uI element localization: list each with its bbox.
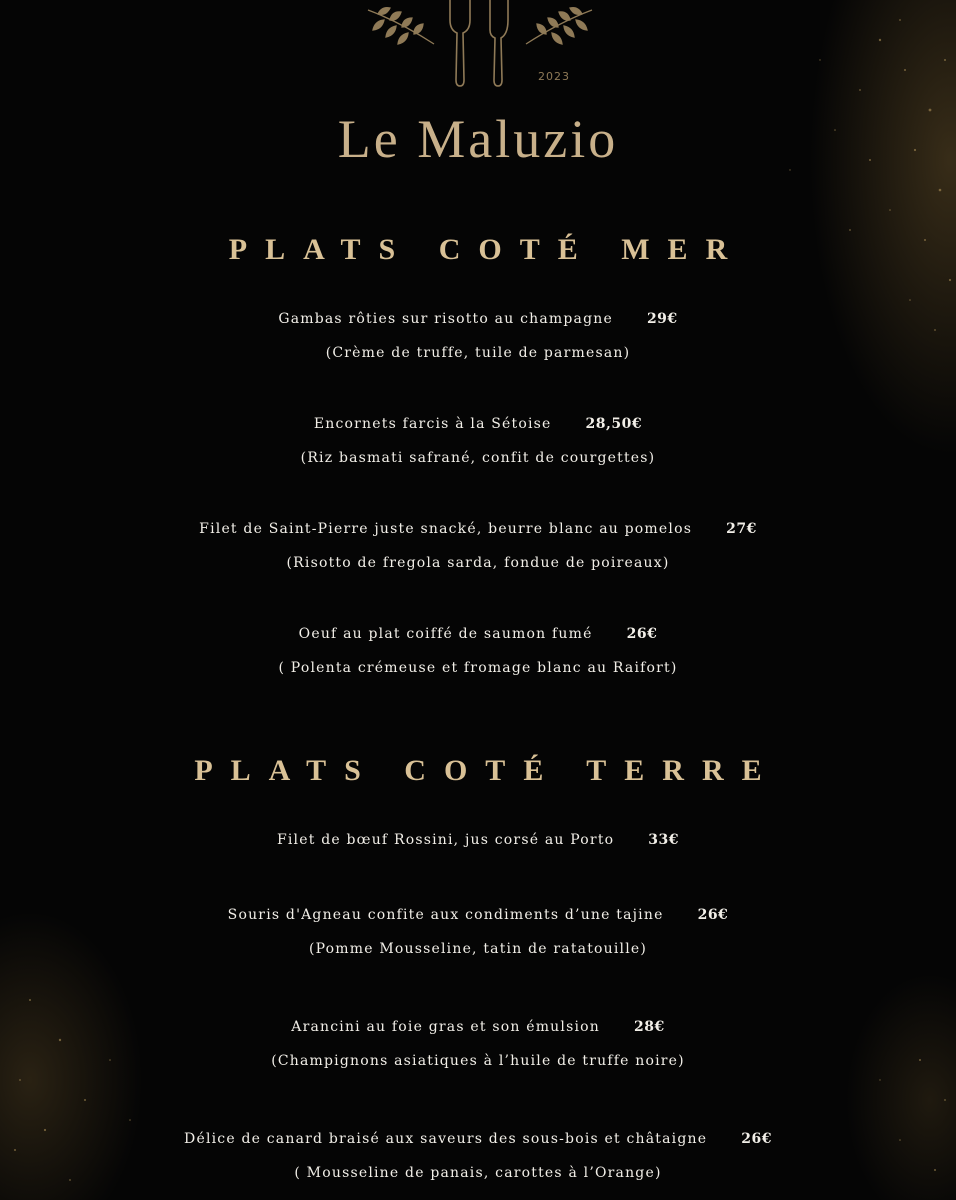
dish-name: Encornets farcis à la Sétoise [313, 416, 552, 432]
dish-detail: ( Mousseline de panais, carottes à l’Orange) [294, 1165, 662, 1181]
section-title-land: PLATS COTÉ TERRE [194, 754, 780, 787]
dish-detail: ( Polenta crémeuse et fromage blanc au Raifort) [278, 660, 678, 676]
dish-item [0, 898, 956, 966]
dish-detail: (Pomme Mousseline, tatin de ratatouille) [308, 941, 648, 957]
dish-item [0, 617, 956, 685]
dish-name: Gambas rôties sur risotto au champagne [278, 311, 613, 327]
dish-price: 28,50€ [585, 416, 643, 432]
dish-name: Filet de Saint-Pierre juste snacké, beurre blanc au pomelos [199, 521, 693, 537]
dish-name: Souris d'Agneau confite aux condiments d’une tajine [227, 907, 664, 923]
dish-price: 29€ [646, 311, 678, 327]
dish-name: Délice de canard braisé aux saveurs des sous-bois et châtaigne [184, 1131, 708, 1147]
laurel-branch-icon [368, 8, 434, 44]
dish-price: 26€ [626, 626, 658, 642]
dish-detail: (Risotto de fregola sarda, fondue de poireaux) [286, 555, 670, 571]
restaurant-name: Le Maluzio [337, 109, 619, 169]
dish-price: 33€ [648, 832, 680, 848]
laurel-branch-icon [526, 8, 592, 44]
dish-item [0, 823, 956, 857]
dish-detail: (Riz basmati safrané, confit de courgettes) [300, 450, 656, 466]
dish-price: 28€ [633, 1019, 665, 1035]
dish-detail: (Champignons asiatiques à l’huile de truffe noire) [271, 1053, 685, 1069]
dish-price: 26€ [697, 907, 729, 923]
dish-detail: (Crème de truffe, tuile de parmesan) [325, 345, 631, 361]
dish-name: Filet de bœuf Rossini, jus corsé au Porto [276, 832, 615, 848]
year-label: 2023 [538, 70, 570, 83]
dish-item [0, 1122, 956, 1190]
dish-item [0, 407, 956, 475]
dish-price: 27€ [726, 521, 757, 537]
dish-name: Oeuf au plat coiffé de saumon fumé [298, 626, 593, 642]
section-title-sea: PLATS COTÉ MER [228, 233, 746, 266]
dish-item [0, 302, 956, 370]
knife-icon [490, 0, 508, 86]
dish-item [0, 512, 956, 580]
fork-icon [450, 0, 470, 86]
dish-name: Arancini au foie gras et son émulsion [291, 1019, 600, 1035]
dish-price: 26€ [741, 1131, 772, 1147]
dish-item [0, 1010, 956, 1078]
